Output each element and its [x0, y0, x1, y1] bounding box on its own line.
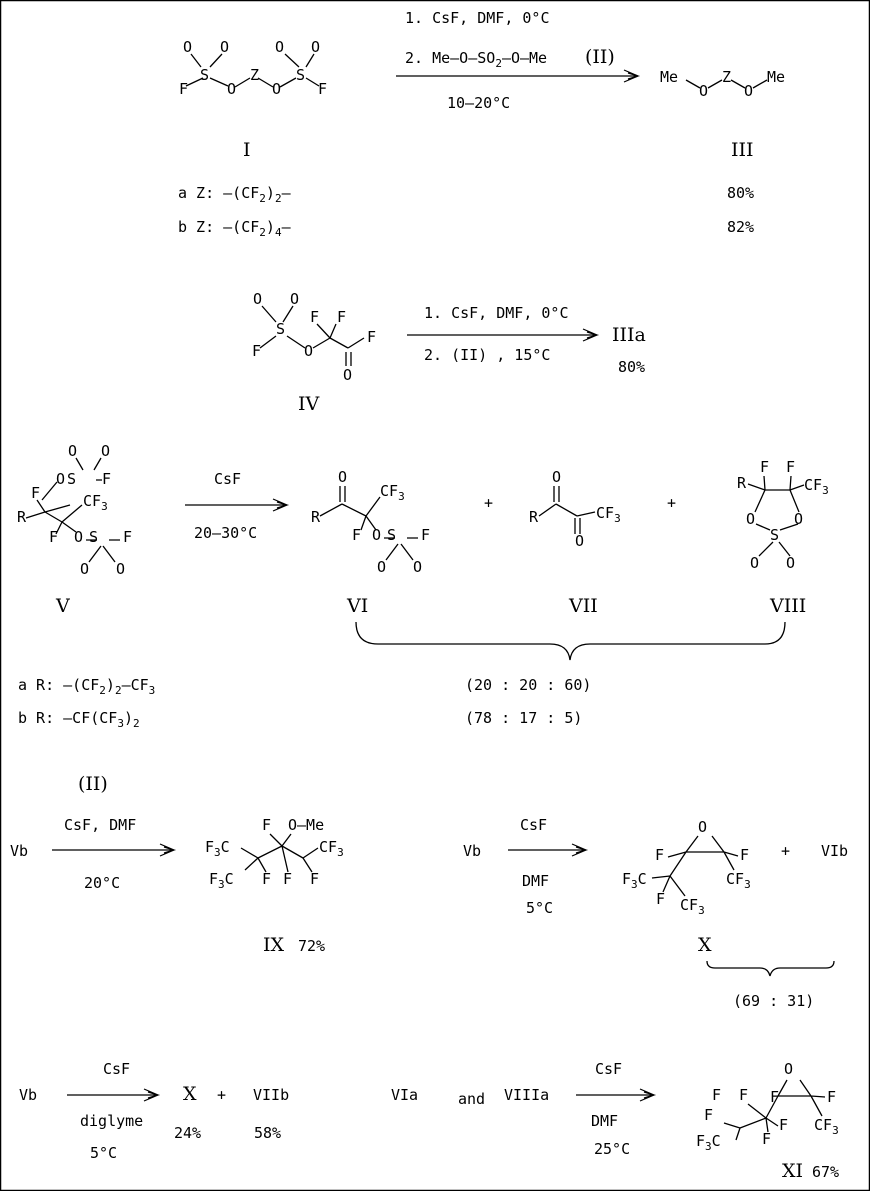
atom-OS: O S [74, 528, 99, 546]
atom-R: R [311, 508, 321, 526]
label-III: III [731, 139, 754, 161]
atom-O: O [311, 38, 321, 56]
r4-reagent-II: (II) [78, 773, 108, 795]
ratio-a: (20 : 20 : 60) [465, 676, 592, 694]
label-IV: IV [298, 393, 320, 415]
structure-IV [252, 290, 376, 415]
r7-and: and [458, 1090, 486, 1108]
label-VIII: VIII [770, 595, 807, 617]
atom-CF3: $CF_3$ [380, 482, 405, 503]
structure-VII [529, 468, 621, 617]
r7-condition-1: CsF [595, 1060, 623, 1078]
product-bracket [356, 622, 785, 660]
atom-F: F [704, 1106, 714, 1124]
atom-F: F [310, 308, 320, 326]
atom-R: R [529, 508, 539, 526]
reaction-4 [10, 773, 344, 956]
structure-VII-bonds [539, 486, 595, 534]
structure-III [660, 68, 785, 161]
plus-sign: + [781, 842, 791, 860]
atom-F: F [786, 458, 796, 476]
atom-O: O [552, 468, 562, 486]
r6-condition-3: 5°C [90, 1144, 118, 1162]
r5-condition-3: 5°C [526, 899, 554, 917]
atom-CF3: $CF_3$ [804, 476, 829, 497]
atom-F3C: $F_3C$ [696, 1132, 721, 1153]
atom-OS: O S [56, 470, 77, 488]
atom-O: O [377, 558, 387, 576]
atom-F: F [102, 470, 112, 488]
atom-Z: Z [250, 66, 260, 84]
r7-yield: 67% [812, 1163, 840, 1181]
r6-yield-1: 24% [174, 1124, 202, 1142]
label-X: X [698, 934, 712, 956]
r6-yield-2: 58% [254, 1124, 282, 1142]
page-border [1, 1, 870, 1191]
atom-CF3: $CF_3$ [83, 492, 108, 513]
variant-a-yield: 80% [727, 184, 755, 202]
atom-O: O [744, 82, 754, 100]
r6-product-X: X [183, 1083, 197, 1105]
r7-reactant-VIIIa: VIIIa [504, 1086, 550, 1104]
atom-F: F [779, 1116, 789, 1134]
atom-F: F [262, 870, 272, 888]
atom-S: S [770, 526, 780, 544]
label-VII: VII [569, 595, 598, 617]
atom-CF3: $CF_3$ [596, 504, 621, 525]
atom-F: F [49, 528, 59, 546]
atom-O: O [794, 510, 804, 528]
label-IX: IX [263, 934, 285, 956]
label-XI: XI [782, 1160, 804, 1182]
atom-O: O [80, 560, 90, 578]
atom-CF3: $CF_3$ [726, 870, 751, 891]
variant-a-z: a Z: $—(CF_2)_2—$ [178, 184, 291, 205]
atom-O: O [253, 290, 263, 308]
structure-I [179, 38, 327, 161]
structure-VIII [737, 458, 829, 617]
atom-O: O [275, 38, 285, 56]
r6-product-VIIb: VIIb [253, 1086, 290, 1104]
structure-VI [311, 468, 430, 617]
r2-condition-1: 1. CsF, DMF, 0°C [424, 304, 569, 322]
reaction-3 [17, 442, 829, 730]
atom-F: F [318, 80, 328, 98]
r6-reactant-Vb: Vb [19, 1086, 38, 1104]
atom-F: F [770, 1088, 780, 1106]
r4-reactant-Vb: Vb [10, 842, 29, 860]
reaction-5 [463, 816, 848, 1010]
atom-O: O [220, 38, 230, 56]
atom-S: S [200, 66, 210, 84]
r1-reagent-II: (II) [585, 46, 615, 68]
variant-b-yield: 82% [727, 218, 755, 236]
reaction-6 [19, 1060, 289, 1162]
atom-F: F [421, 526, 431, 544]
atom-O: O [413, 558, 423, 576]
atom-O: O [116, 560, 126, 578]
atom-O: O [68, 442, 78, 460]
atom-O: O [183, 38, 193, 56]
r5-ratio: (69 : 31) [733, 992, 815, 1010]
atom-F: F [179, 80, 189, 98]
r2-yield: 80% [618, 358, 646, 376]
atom-CF3: $CF_3$ [814, 1116, 839, 1137]
plus-sign: + [484, 494, 494, 512]
r4-condition-1: CsF, DMF [64, 816, 137, 834]
atom-O: O [750, 554, 760, 572]
r7-condition-3: 25°C [594, 1140, 631, 1158]
r3-reagent: CsF [214, 470, 242, 488]
atom-S: S [296, 66, 306, 84]
atom-O: O [304, 342, 314, 360]
atom-O: O [786, 554, 796, 572]
r4-yield: 72% [298, 937, 326, 955]
reaction-2 [252, 290, 646, 415]
r6-condition-2: diglyme [80, 1112, 144, 1130]
variant-b-z: b Z: $—(CF_2)_4—$ [178, 218, 291, 239]
structure-XI [696, 1060, 839, 1153]
r2-condition-2: 2. (II) , 15°C [424, 346, 551, 364]
structure-X [622, 818, 751, 917]
label-IIIa: IIIa [612, 324, 646, 346]
atom-F: F [352, 526, 362, 544]
reaction-7 [391, 1060, 839, 1182]
atom-F3C: $F_3C$ [209, 870, 234, 891]
atom-O: O [101, 442, 111, 460]
reaction-1 [178, 9, 785, 239]
atom-F: F [367, 328, 377, 346]
r1-condition-2: 2. $Me-O-SO_2-O-Me$ [405, 49, 548, 70]
plus-sign: + [217, 1086, 227, 1104]
atom-OMe: O–Me [288, 816, 325, 834]
label-I: I [243, 139, 251, 161]
atom-F: F [337, 308, 347, 326]
atom-Z: Z [722, 68, 732, 86]
atom-F: F [310, 870, 320, 888]
atom-F: F [123, 528, 133, 546]
atom-O: O [227, 80, 237, 98]
atom-F: F [760, 458, 770, 476]
atom-F: F [252, 342, 262, 360]
label-V: V [56, 595, 70, 617]
atom-F: F [739, 1086, 749, 1104]
atom-F: F [283, 870, 293, 888]
atom-OS: O S [372, 526, 397, 544]
atom-F: F [31, 484, 41, 502]
variant-b-r: b R: $—CF(CF_3)_2$ [18, 709, 140, 730]
r5-condition-2: DMF [522, 872, 550, 890]
r3-temperature: 20–30°C [194, 524, 258, 542]
atom-O: O [338, 468, 348, 486]
atom-F: F [740, 846, 750, 864]
variant-a-r: a R: $—(CF_2)_2—CF_3$ [18, 676, 156, 697]
atom-O: O [290, 290, 300, 308]
structure-IX-bonds [241, 834, 318, 872]
r1-condition-3: 10–20°C [447, 94, 511, 112]
atom-O: O [698, 818, 708, 836]
r6-condition-1: CsF [103, 1060, 131, 1078]
plus-sign: + [667, 494, 677, 512]
atom-O: O [784, 1060, 794, 1078]
r4-condition-2: 20°C [84, 874, 121, 892]
atom-O: O [699, 82, 709, 100]
label-VI: VI [347, 595, 369, 617]
atom-R: R [17, 508, 27, 526]
atom-Me: Me [660, 68, 679, 86]
atom-F: F [762, 1130, 772, 1148]
structure-IX [205, 816, 344, 891]
structure-V [17, 442, 132, 617]
atom-F: F [656, 890, 666, 908]
r5-coproduct-VIb: VIb [821, 842, 849, 860]
atom-F: F [655, 846, 665, 864]
atom-F3C: $F_3C$ [622, 870, 647, 891]
atom-R: R [737, 474, 747, 492]
r5-condition-1: CsF [520, 816, 548, 834]
r7-reactant-VIa: VIa [391, 1086, 419, 1104]
r7-condition-2: DMF [591, 1112, 619, 1130]
atom-S: S [276, 320, 286, 338]
atom-F3C: $F_3C$ [205, 838, 230, 859]
atom-F: F [827, 1088, 837, 1106]
ratio-b: (78 : 17 : 5) [465, 709, 583, 727]
atom-O: O [272, 80, 282, 98]
atom-F: F [712, 1086, 722, 1104]
atom-CF3: $CF_3$ [319, 838, 344, 859]
atom-O: O [746, 510, 756, 528]
atom-Me: Me [767, 68, 786, 86]
r5-reactant-Vb: Vb [463, 842, 482, 860]
r1-condition-1: 1. CsF, DMF, 0°C [405, 9, 550, 27]
x-bracket [707, 961, 834, 976]
atom-CF3: $CF_3$ [680, 896, 705, 917]
atom-O: O [575, 532, 585, 550]
atom-F: F [262, 816, 272, 834]
atom-O: O [343, 366, 353, 384]
